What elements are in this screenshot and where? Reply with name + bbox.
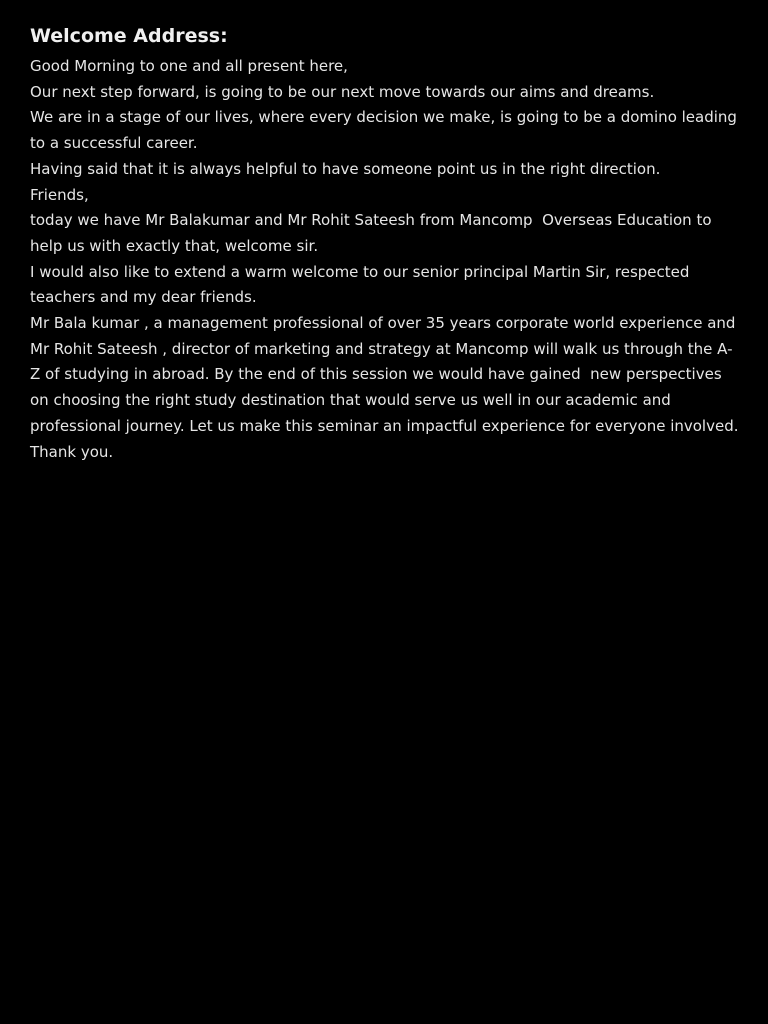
paragraph-speakers-session: Mr Bala kumar , a management professional of over 35 years corporate world experience and Mr Rohit Sateesh , director of marketing and strategy at Mancomp will walk us through the A-Z of studying in abroad. By the end of this session we would have gained new perspectives on choosing the right study destination that would serve us well in our academic and professional journey. Let us make this seminar an impactful experience for everyone involved. Thank you.	[30, 314, 744, 461]
paragraph-right-direction: Having said that it is always helpful to have someone point us in the right direction.	[30, 159, 661, 178]
paragraph-next-step: Our next step forward, is going to be our next move towards our aims and dreams.	[30, 82, 655, 101]
document-body	[30, 54, 742, 465]
paragraph-warm-welcome: I would also like to extend a warm welcome to our senior principal Martin Sir, respected teachers and my dear friends.	[30, 262, 695, 307]
paragraph-stage-of-lives: We are in a stage of our lives, where every decision we make, is going to be a domino leading to a successful career.	[30, 108, 742, 153]
paragraph-greeting: Good Morning to one and all present here,	[30, 57, 348, 75]
document-title: Welcome Address:	[30, 25, 228, 47]
paragraph-friends: Friends,	[30, 185, 89, 204]
paragraph-guests-intro: today we have Mr Balakumar and Mr Rohit Sateesh from Mancomp Overseas Education to help us with exactly that, welcome sir.	[30, 211, 717, 255]
